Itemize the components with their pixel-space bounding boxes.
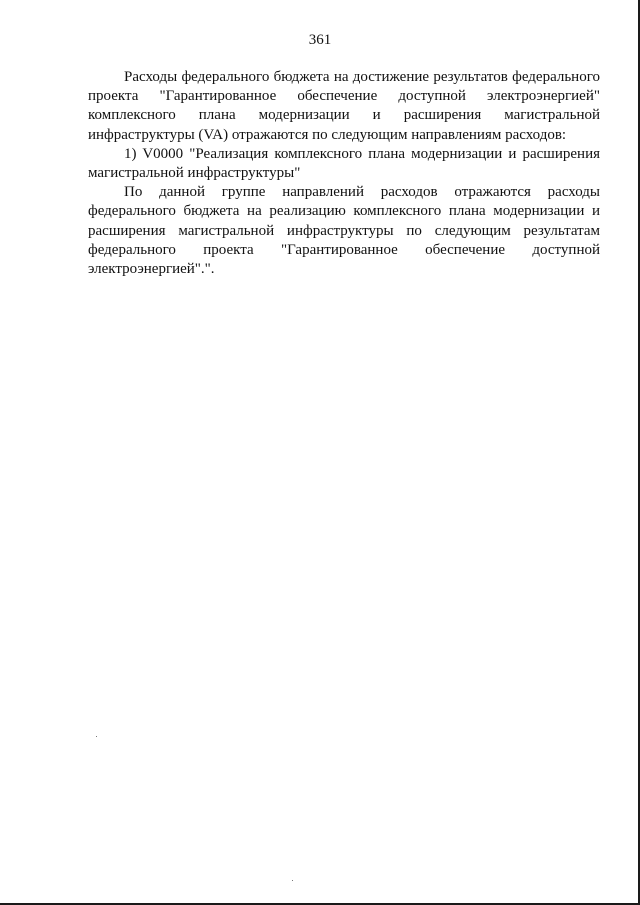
paragraph-description: По данной группе направлений расходов отражаются расходы федерального бюджета на реализацию комплексного плана модернизации и расширения магистральной инфраструктуры по следующим результатам федерального проекта "Гарантированное обеспечение доступной электроэнергией".". bbox=[88, 184, 600, 278]
page-number: 361 bbox=[308, 32, 332, 48]
scan-speck bbox=[96, 736, 97, 737]
paragraph-intro: Расходы федерального бюджета на достижение результатов федерального проекта "Гарантированное обеспечение доступной электроэнергией" комплексного плана модернизации и расширения магистральной инфраструктуры (VA) отражаются по следующим направлениям расходов: bbox=[88, 69, 600, 143]
scan-speck bbox=[292, 880, 293, 881]
paragraph-item-v0000: 1) V0000 "Реализация комплексного плана модернизации и расширения магистральной инфраструктуры" bbox=[88, 145, 600, 182]
document-body bbox=[88, 68, 600, 279]
